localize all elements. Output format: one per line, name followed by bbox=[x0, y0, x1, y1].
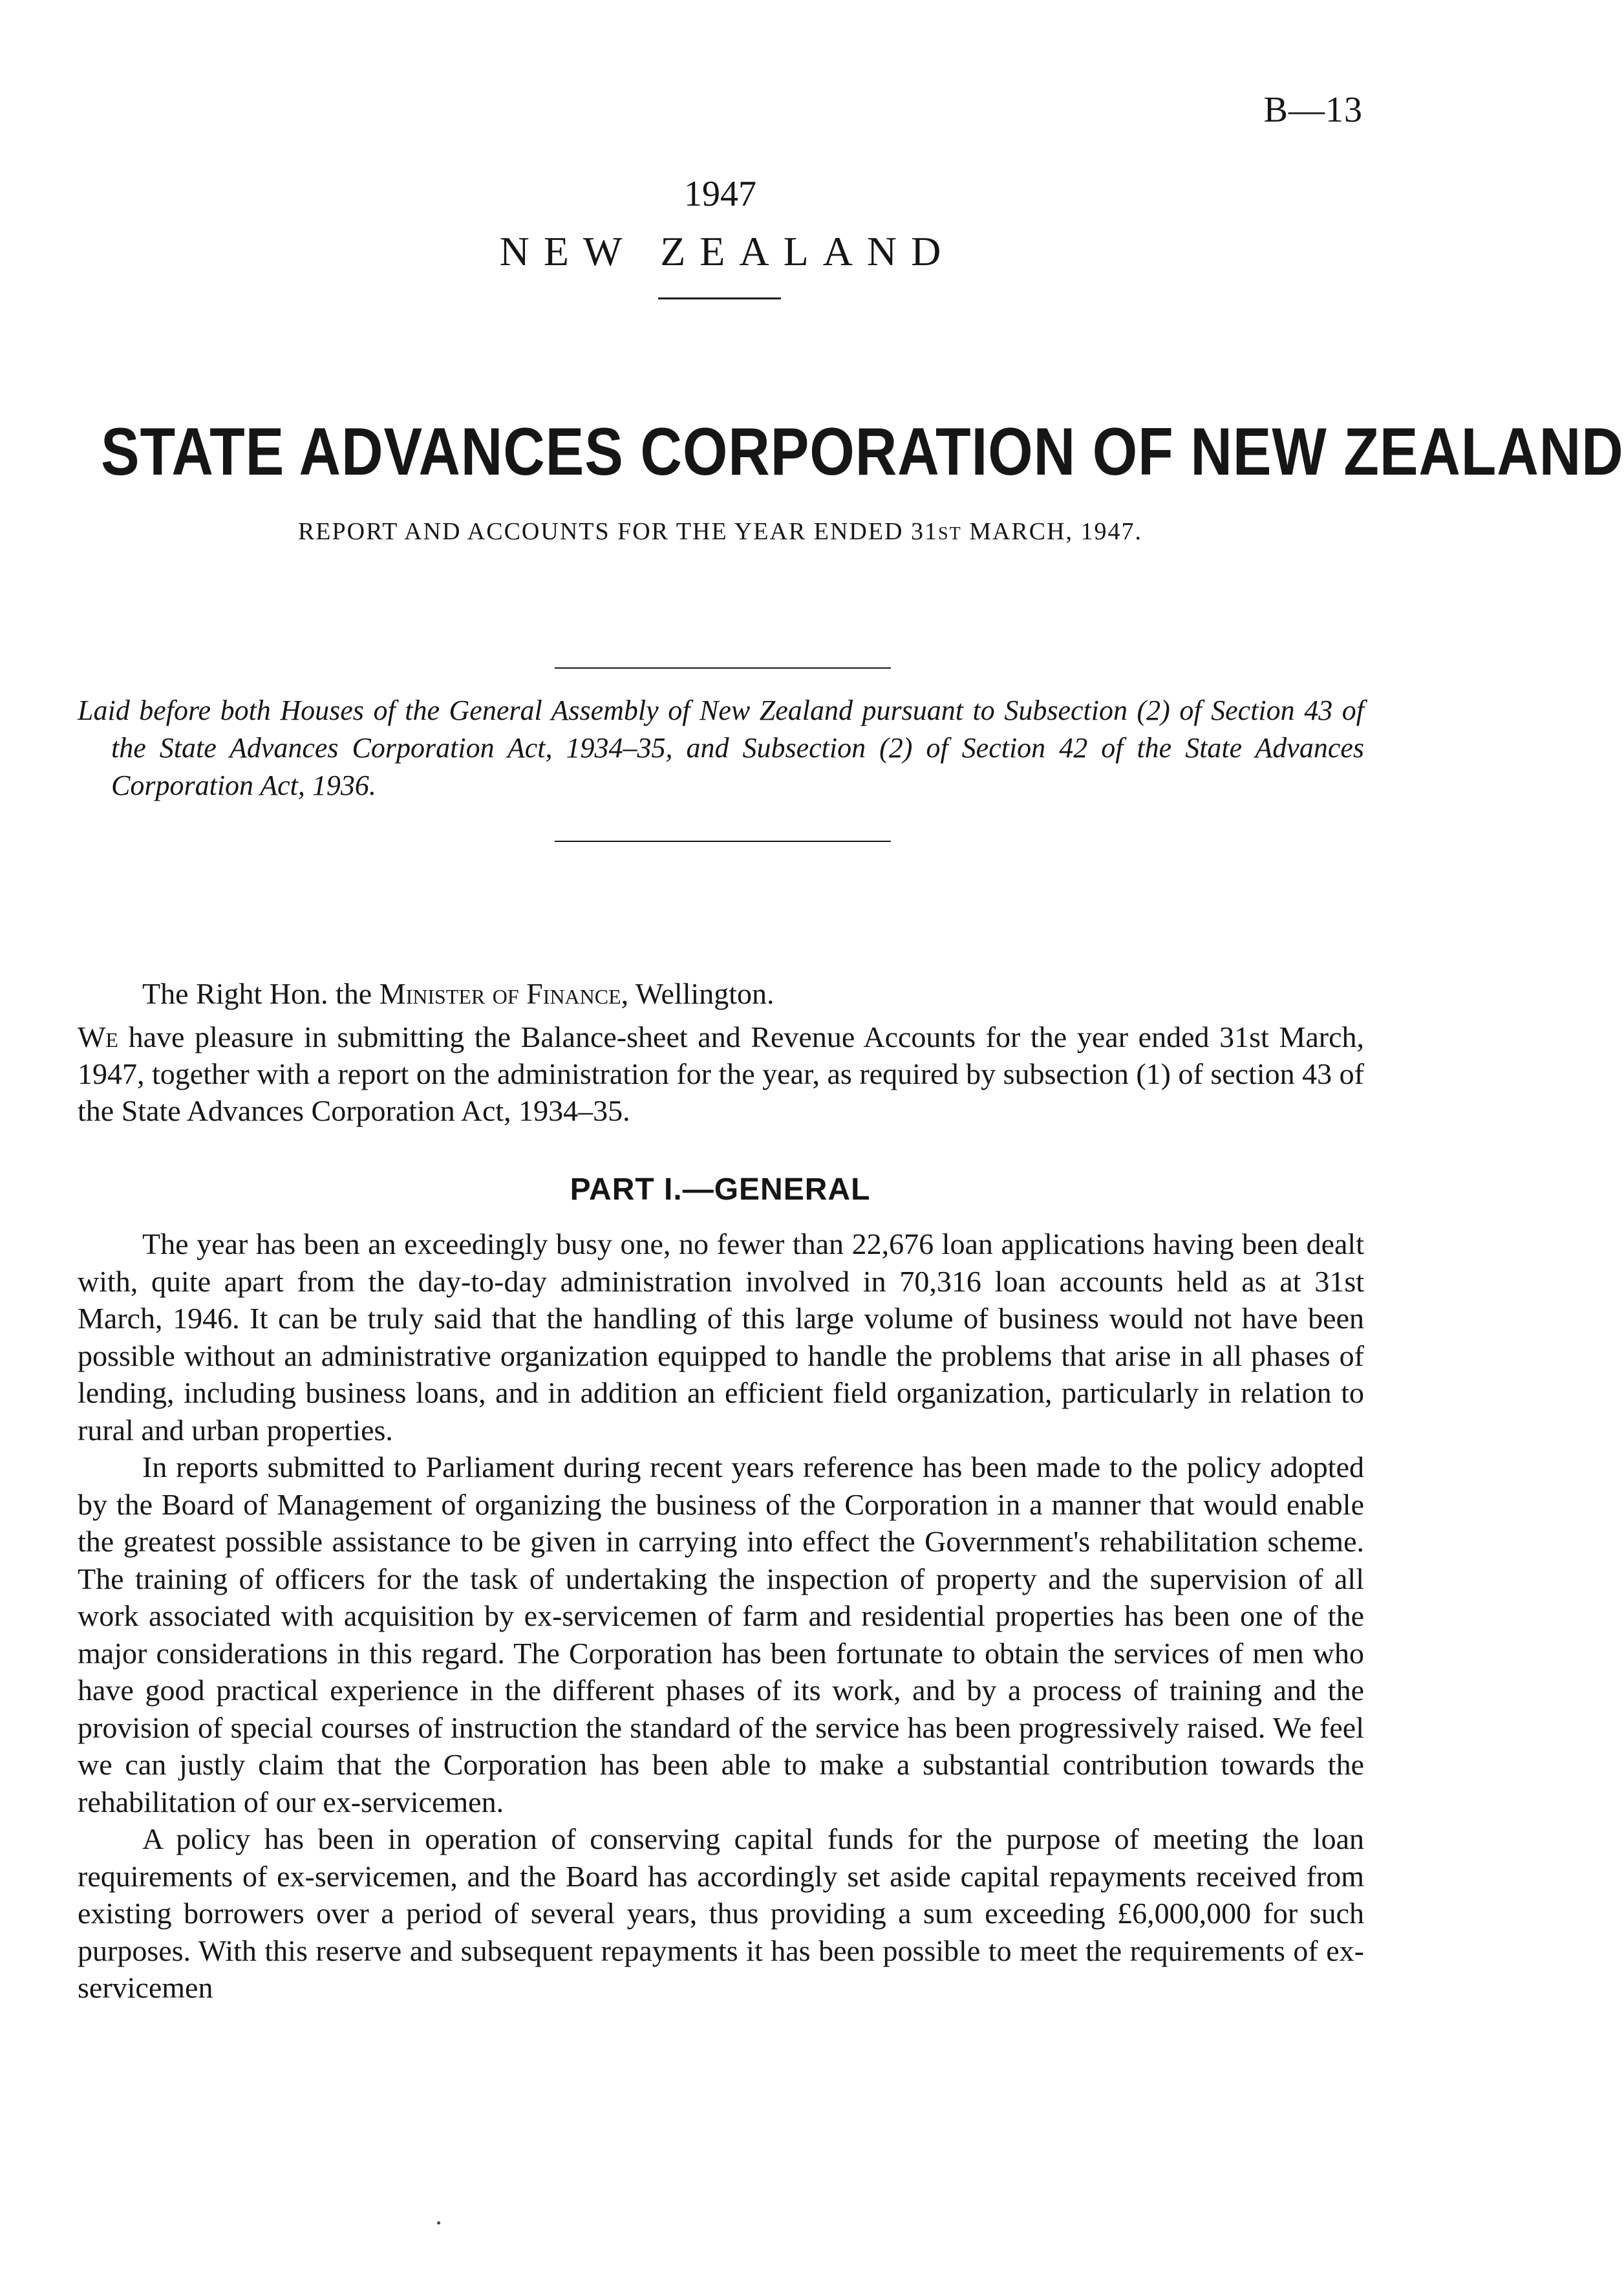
subtitle-ordinal: ST bbox=[938, 524, 962, 544]
subtitle-suffix: MARCH, 1947. bbox=[961, 518, 1143, 545]
body-paragraph-2: In reports submitted to Parliament during recent years reference has been made to the policy adopted by the Board of Management of organizing the business of the Corporation in a manner that would enable the greatest possible assistance to be given in carrying into effect the Government's rehabilitation scheme. The training of officers for the task of undertaking the inspection of property and the supervision of all work associated with acquisition by ex-servicemen of farm and residential properties has been one of the major considerations in this regard. The Corporation has been fortunate to obtain the services of men who have good practical experience in the different phases of its work, and by a process of training and the provision of special courses of instruction the standard of the service has been progressively raised. We feel we can justly claim that the Corporation has been able to make a substantial contribution towards the rehabilitation of our ex-servicemen. bbox=[78, 1450, 1364, 1818]
document-title: STATE ADVANCES CORPORATION OF NEW ZEALAND bbox=[100, 415, 1624, 490]
body-text bbox=[78, 1225, 1364, 2007]
addressee-line bbox=[142, 976, 1371, 1011]
addressee-suffix: , Wellington. bbox=[621, 977, 775, 1010]
addressee-prefix: The Right Hon. the bbox=[142, 977, 379, 1010]
stray-dot bbox=[437, 2221, 440, 2225]
body-paragraph-3: A policy has been in operation of conserving capital funds for the purpose of meeting the loan requirements of ex-servicemen, and the Board has accordingly set aside capital repayments received from existing borrowers over a period of several years, thus providing a sum exceeding £6,000,000 for such purposes. With this reserve and subsequent repayments it has been possible to meet the requirements of ex-servicemen bbox=[78, 1822, 1364, 2004]
laid-before-statement: Laid before both Houses of the General Assembly of New Zealand pursuant to Subsection (2) of Section 43 of the State Advances Corporation Act, 1934–35, and Subsection (2) of Section 42 of the State Advances Corporation Act, 1936. bbox=[78, 695, 1364, 801]
subtitle-prefix: REPORT AND ACCOUNTS FOR THE YEAR ENDED 31 bbox=[297, 518, 938, 545]
page-number: B—13 bbox=[1263, 90, 1363, 130]
laid-before-rule-top bbox=[555, 667, 891, 669]
addressee-minister: Minister of Finance bbox=[379, 977, 621, 1010]
intro-text: have pleasure in submitting the Balance-sheet and Revenue Accounts for the year ended 31st March, 1947, together with a report on the administration for the year, as required by subsection (1) of section 43 of the State Advances Corporation Act, 1934–35. bbox=[78, 1020, 1364, 1127]
country-heading: NEW ZEALAND bbox=[499, 228, 956, 274]
laid-before-rule-bottom bbox=[555, 841, 891, 842]
intro-paragraph bbox=[78, 1019, 1364, 1129]
document-subtitle bbox=[0, 517, 1440, 546]
intro-lead: We bbox=[78, 1020, 118, 1053]
part-heading: PART I.—GENERAL bbox=[570, 1172, 871, 1207]
document-year: 1947 bbox=[684, 174, 756, 214]
body-paragraph-1: The year has been an exceedingly busy one, no fewer than 22,676 loan applications having been dealt with, quite apart from the day-to-day administration involved in 70,316 loan accounts held as at 31st March, 1946. It can be truly said that the handling of this large volume of business would not have been possible without an administrative organization equipped to handle the problems that arise in all phases of lending, including business loans, and in addition an efficient field organization, particularly in relation to rural and urban properties. bbox=[78, 1227, 1364, 1447]
header-rule bbox=[658, 297, 781, 299]
